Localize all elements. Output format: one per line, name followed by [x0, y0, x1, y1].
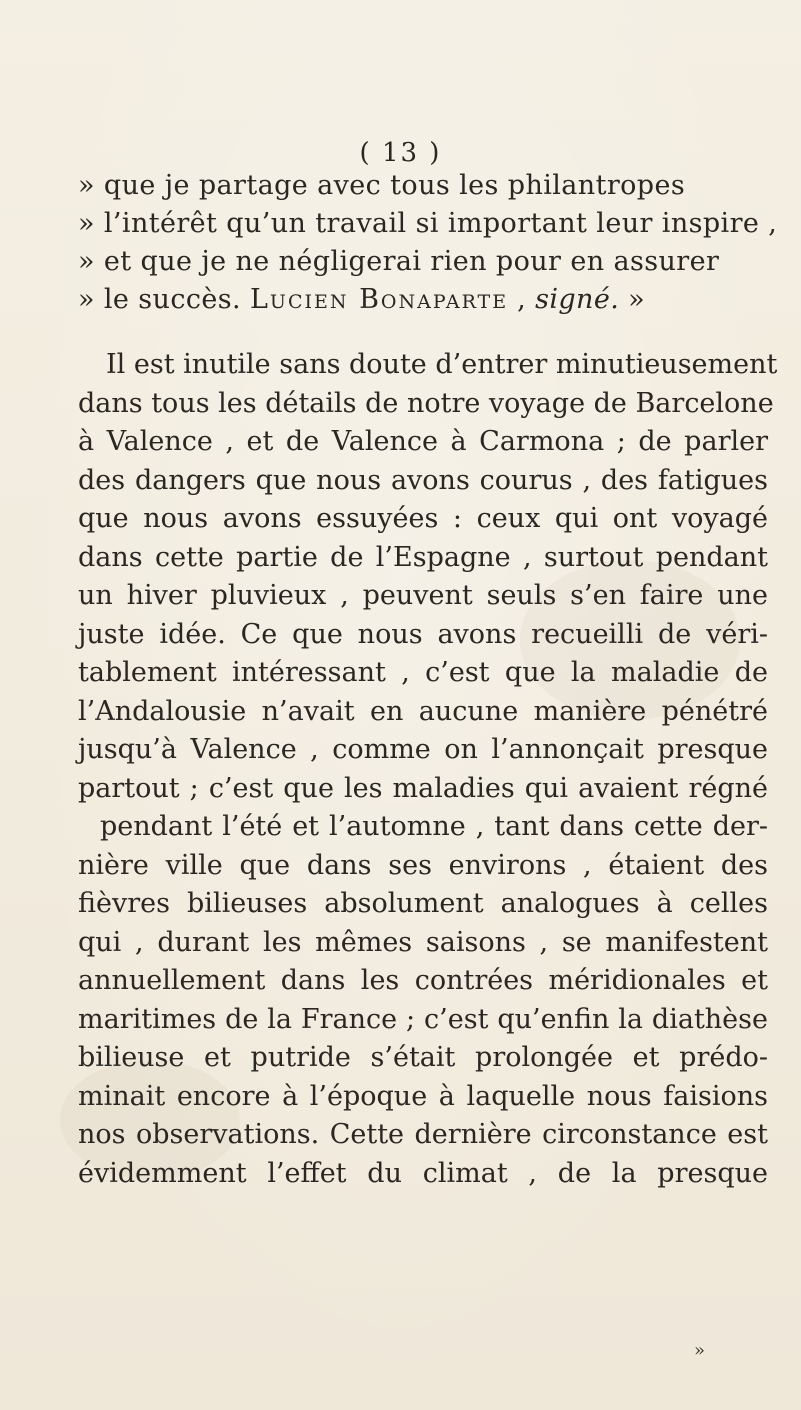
quote-line: » l’intérêt qu’un travail si important leur inspire ,: [78, 208, 778, 239]
quote-line: » et que je ne négligerai rien pour en assurer: [78, 246, 720, 277]
quote-line-start: » le succès.: [78, 284, 242, 315]
paragraph-line: un hiver pluvieux , peuvent seuls s’en faire une: [78, 580, 768, 611]
quote-signature-line: [78, 282, 768, 318]
paragraph-line: qui , durant les mêmes saisons , se manifestent: [78, 926, 768, 958]
catchword-mark: »: [694, 1340, 706, 1361]
quote-close: »: [619, 284, 646, 315]
body-paragraph: [78, 347, 778, 1197]
paragraph-line: annuellement dans les contrées méridionales et: [78, 965, 768, 996]
page-number: ( 13 ): [359, 138, 442, 168]
paragraph-line: maritimes de la France ; c’est qu’enfin la diathèse: [78, 1003, 768, 1035]
paragraph-line: nos observations. Cette dernière circonstance est: [78, 1119, 768, 1150]
paragraph-line: dans cette partie de l’Espagne , surtout pendant: [78, 541, 768, 573]
quote-block: [78, 168, 778, 354]
paragraph-line: minait encore à l’époque à laquelle nous faisions: [78, 1080, 768, 1112]
paragraph-line: juste idée. Ce que nous avons recueilli de véri-: [78, 618, 768, 650]
paragraph-line: que nous avons essuyées : ceux qui ont voyagé: [78, 503, 768, 534]
paragraph-line: évidemment l’effet du climat , de la presque: [78, 1157, 768, 1189]
paragraph-line: bilieuse et putride s’était prolongée et prédo-: [78, 1042, 768, 1073]
signature-signed: signé.: [535, 284, 620, 315]
paragraph-line: pendant l’été et l’automne , tant dans cette der-: [100, 811, 768, 842]
paragraph-line: l’Andalousie n’avait en aucune manière pénétré: [78, 695, 768, 727]
paragraph-line: dans tous les détails de notre voyage de Barcelone: [78, 387, 774, 419]
paragraph-line: nière ville que dans ses environs , étaient des: [78, 849, 768, 881]
paragraph-line: à Valence , et de Valence à Carmona ; de parler: [78, 426, 768, 457]
quote-line: » que je partage avec tous les philantropes: [78, 170, 686, 201]
signature-separator: ,: [508, 284, 536, 315]
paragraph-line: partout ; c’est que les maladies qui avaient régné: [78, 772, 768, 804]
paragraph-line: Il est inutile sans doute d’entrer minutieusement: [106, 349, 778, 380]
signature-name: Lucien Bonaparte: [250, 284, 509, 315]
paragraph-line: jusqu’à Valence , comme on l’annonçait presque: [78, 734, 768, 765]
paragraph-line: tablement intéressant , c’est que la maladie de: [78, 657, 768, 688]
paragraph-line: fièvres bilieuses absolument analogues à celles: [78, 888, 768, 919]
paragraph-line: des dangers que nous avons courus , des fatigues: [78, 464, 768, 496]
